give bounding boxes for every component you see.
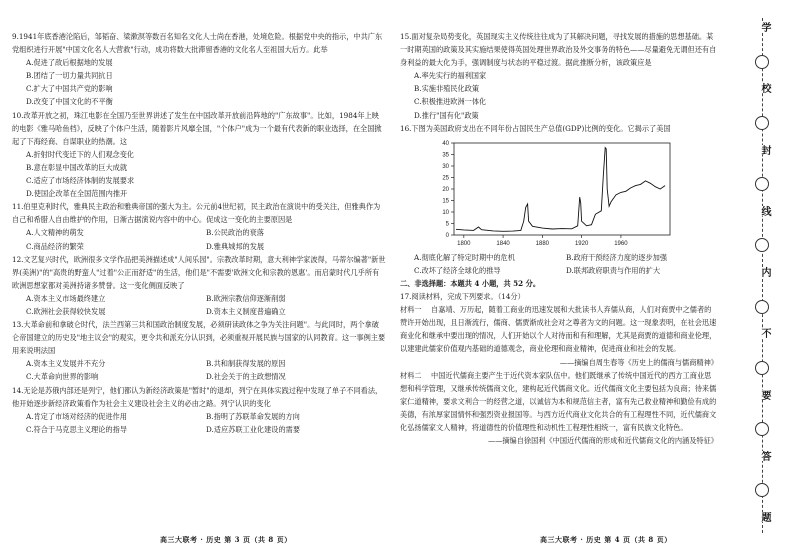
option: D.联邦政府职责与作用的扩大 xyxy=(566,265,661,275)
right-column xyxy=(400,30,718,447)
binding-circle xyxy=(755,300,769,314)
question-stem: 11.伯里克利时代，雅典民主政治和雅典帝国的强大为主。公元前4世纪初，民主政治在演说中的受关注，但雅典作为自己和希腊人自由维护的作用，日渐古据演说内容中的中心。促成这一变化的主要原因是 xyxy=(12,202,381,225)
option-row xyxy=(12,305,386,318)
option: D.推行"国有化"政策 xyxy=(414,110,479,120)
question-stem: 10.改革开放之初，珠江电影在全国乃至世界讲述了发生在中国改革开放前沿阵地的"广东故事"。比如，1984年上映的电影《雅马哈鱼档》，反映了个体户生活，随着影片风靡全国，"个体户"成为一个最有代表新的职业选择，在全国掀起了下海经商、自谋职业的热潮。这 xyxy=(12,110,382,146)
option: A.彻底化解了特定时期中的危机 xyxy=(414,252,515,262)
x-tick-label: 1920 xyxy=(574,240,589,247)
binding-circle xyxy=(755,177,769,191)
question-stem: 16.下图为美国政府支出在不同年份占国民生产总值(GDP)比例的变化。它揭示了美国 xyxy=(400,123,671,133)
y-tick-label: 15 xyxy=(442,198,449,205)
option: A.肯定了市场对经济的促进作用 xyxy=(26,411,127,421)
series-line xyxy=(456,147,665,231)
option-row xyxy=(12,357,386,370)
binding-circle xyxy=(755,55,769,69)
binding-circle xyxy=(755,422,769,436)
binding-char: 线 xyxy=(752,206,772,216)
option: B.公民政治的衰落 xyxy=(206,228,264,238)
y-tick-label: 20 xyxy=(442,186,449,193)
question-14 xyxy=(12,384,386,436)
binding-char: 内 xyxy=(752,267,772,277)
option: A.资本主义发展并不充分 xyxy=(26,359,106,369)
option-row xyxy=(12,240,386,253)
option: B.共和制获得发展的原因 xyxy=(206,359,286,369)
question-stem: 13.大革命前和拿破仑时代，法兰西第三共和国政治制度发展，必须研读政体之争为关注问题"。与此同时，两个拿破仑帝国建立的历史及"地主议会"的观实，更令共和派充分认识到，必须重视开展民族与国家的认同教育。这一事例主要用来说明法国 xyxy=(12,320,386,356)
plot-frame xyxy=(454,143,670,235)
binding-circle xyxy=(755,483,769,497)
option: D.社会关于的主政想情况 xyxy=(206,372,286,382)
question-15 xyxy=(400,30,718,122)
binding-char: 答 xyxy=(752,451,772,461)
binding-char: 校 xyxy=(752,83,772,93)
option: D.资本主义制度普遍确立 xyxy=(206,306,286,316)
option-row xyxy=(12,410,386,423)
x-tick-label: 1880 xyxy=(535,240,550,247)
page-footer-right: 高三大联考 · 历史 第 4 页（共 8 页） xyxy=(540,535,672,544)
option-row xyxy=(12,370,386,383)
citation: ——摘编自周生春等《历史上的儒商与儒商精神》 xyxy=(559,357,718,367)
y-tick-label: 0 xyxy=(445,232,449,239)
question-9 xyxy=(12,30,386,109)
option: C.适应了市场经济体制的发展要求 xyxy=(26,176,135,186)
option: B.意在彰显中国改革的巨大成就 xyxy=(26,162,128,172)
question-stem: 15.面对复杂局势变化，英国现实主义传统往往成为了其解决问题，寻找发展的措施的思想基础。某一时期英国的政策及其实施结果使得英国处理世界政治及外交事务的特色——尽量避免无谓但还有自身利益的最大化为手，强调制度与状态的平稳过渡。据此推断分析，该政策应是 xyxy=(400,32,717,68)
option-row xyxy=(12,423,386,436)
question-13 xyxy=(12,318,386,383)
option-row xyxy=(400,264,718,277)
option: C.符合于马克思主义理论的指导 xyxy=(26,424,127,434)
y-tick-label: 35 xyxy=(442,152,449,159)
chart-svg xyxy=(428,137,678,249)
option-row xyxy=(12,226,386,239)
question-16 xyxy=(400,122,718,277)
option: B.团结了一切力量共同抗日 xyxy=(26,71,113,81)
option: A.折射时代变迁下的人们观念变化 xyxy=(26,149,135,159)
question-11 xyxy=(12,200,386,252)
y-tick-label: 40 xyxy=(442,140,449,147)
option: A.率先实行的福利国家 xyxy=(414,71,487,81)
x-tick-label: 1840 xyxy=(496,240,510,247)
question-stem: 9.1941年底香港沦陷后，邹韬奋、梁漱溟等数百名知名文化人士尚在香港，处境危险。根据党中央的指示，中共广东党组织进行开展"中国文化名人大营救"行动，成功将数大批滞留香港的文化名人至祖国大后方。此举 xyxy=(12,32,383,55)
question-stem: 17.阅读材料，完成下列要求。（14分） xyxy=(400,292,525,302)
option: D.适应苏联工业化建设的需要 xyxy=(206,424,301,434)
option: C.大革命向世界的影响 xyxy=(26,372,99,382)
option: D.使国企改革在全国范围内推开 xyxy=(26,189,128,199)
option-row xyxy=(400,251,718,264)
option: A.资本主义市场最终建立 xyxy=(26,293,106,303)
option-row xyxy=(12,292,386,305)
option: B.政府干预经济力度的逐步加强 xyxy=(566,252,668,262)
option: A.人文精神的萌发 xyxy=(26,228,84,238)
option: C.商品经济的繁荣 xyxy=(26,241,84,251)
option: D.改变了中国文化的不平衡 xyxy=(26,97,113,107)
binding-char: 题 xyxy=(752,512,772,522)
material-two: 材料二 中国近代儒商主要产生于近代资本家队伍中。他们既继承了传统中国近代的西方工商业思想和科学管理，又继承传统儒商文化，建构起近代儒商文化。近代儒商文化主要包括为良商；待来儒家仁道精神，要求文利合一的经营之道，以诚信为本和规范信主者，富有先己救业精神和勤俭有成的美德，有浓厚家国情怀和强烈资业报国等。与西方近代商业文化共合的有工程理性不同，近代儒商文化弘扬儒家文人精神，将道德性的价值理性和动机性工程理性相统一，富有民族文化特色。 xyxy=(400,370,717,432)
question-12 xyxy=(12,253,386,318)
option: B.实施非殖民化政策 xyxy=(414,84,480,94)
question-stem: 14.无论是苏俄内部还是列宁，他们都认为新经济政策是"暂时"的退却，列宁在具体实践过程中发现了单子不同看法，他开始逐步新经济政策看作为社会主义建设社会主义的必由之路。列宁认识的变化 xyxy=(12,385,383,408)
y-tick-label: 30 xyxy=(442,163,449,170)
question-10 xyxy=(12,109,386,201)
option: C.改坏了经济全球化的推导 xyxy=(414,265,501,275)
binding-char: 不 xyxy=(752,328,772,338)
option: C.欧洲社会获得较快发展 xyxy=(26,306,106,316)
gdp-spending-chart xyxy=(428,137,678,249)
option: C.积极推进欧洲一体化 xyxy=(414,97,487,107)
option: B.欧洲宗教信仰逐渐削弱 xyxy=(206,293,286,303)
section-heading: 二、非选择题：本题共 4 小题，共 52 分。 xyxy=(400,278,541,288)
option: C.扩大了中国共产党的影响 xyxy=(26,84,113,94)
citation: ——摘编自徐国利《中国近代儒商的形成和近代儒商文化的内涵及特征》 xyxy=(487,436,718,446)
binding-char: 封 xyxy=(752,145,772,155)
option: D.雅典城邦的发展 xyxy=(206,241,265,251)
binding-char: 要 xyxy=(752,390,772,400)
binding-circle xyxy=(755,361,769,375)
y-tick-label: 25 xyxy=(442,175,449,182)
material-one: 材料一 自嘉靖、万历起，随着工商业的迅速发展和大批读书人弃儒从商，人们对商贾中之儒者的赞许开始出现，且日渐流行，儒商、儒贾渐成社会对之尊者为文的问题。这一现象表明，在社会迅速商业化和继承中要出现的情况，人们开始以个人对待而和有和理解，尤其是商贾的道德和商业伦理，以建建此儒家价值观内基础的道德观念，商业伦理和商业精神，促进商业和社会的发展。 xyxy=(400,305,717,354)
binding-circle xyxy=(755,238,769,252)
left-column xyxy=(12,30,386,436)
x-tick-label: 1800 xyxy=(457,240,471,247)
binding-margin xyxy=(742,0,794,551)
page-footer-left: 高三大联考 · 历史 第 3 页（共 8 页） xyxy=(160,535,292,544)
y-tick-label: 10 xyxy=(442,209,449,216)
question-17 xyxy=(400,290,718,447)
y-tick-label: 5 xyxy=(445,221,449,228)
binding-circle xyxy=(755,116,769,130)
option: A.促进了敌后根据地的发展 xyxy=(26,58,113,68)
question-stem: 12.文艺复兴时代，欧洲很多文学作品把美洲描述成"人间乐园"。宗教改革时期，意大利神学家波得，马蒂尔编著"新世界(美洲)"的"高贵的野蛮人"过着"公正而舒适"的生活，他们是"不需要'欧洲文化和宗教的恩惠'。而启蒙时代几乎所有欧洲思想家都对美洲持诸多赞誉。这一变化侧面反映了 xyxy=(12,254,386,290)
x-tick-label: 1960 xyxy=(614,240,628,247)
option: B.指明了苏联革命发展的方向 xyxy=(206,411,300,421)
binding-char: 学 xyxy=(752,22,772,32)
